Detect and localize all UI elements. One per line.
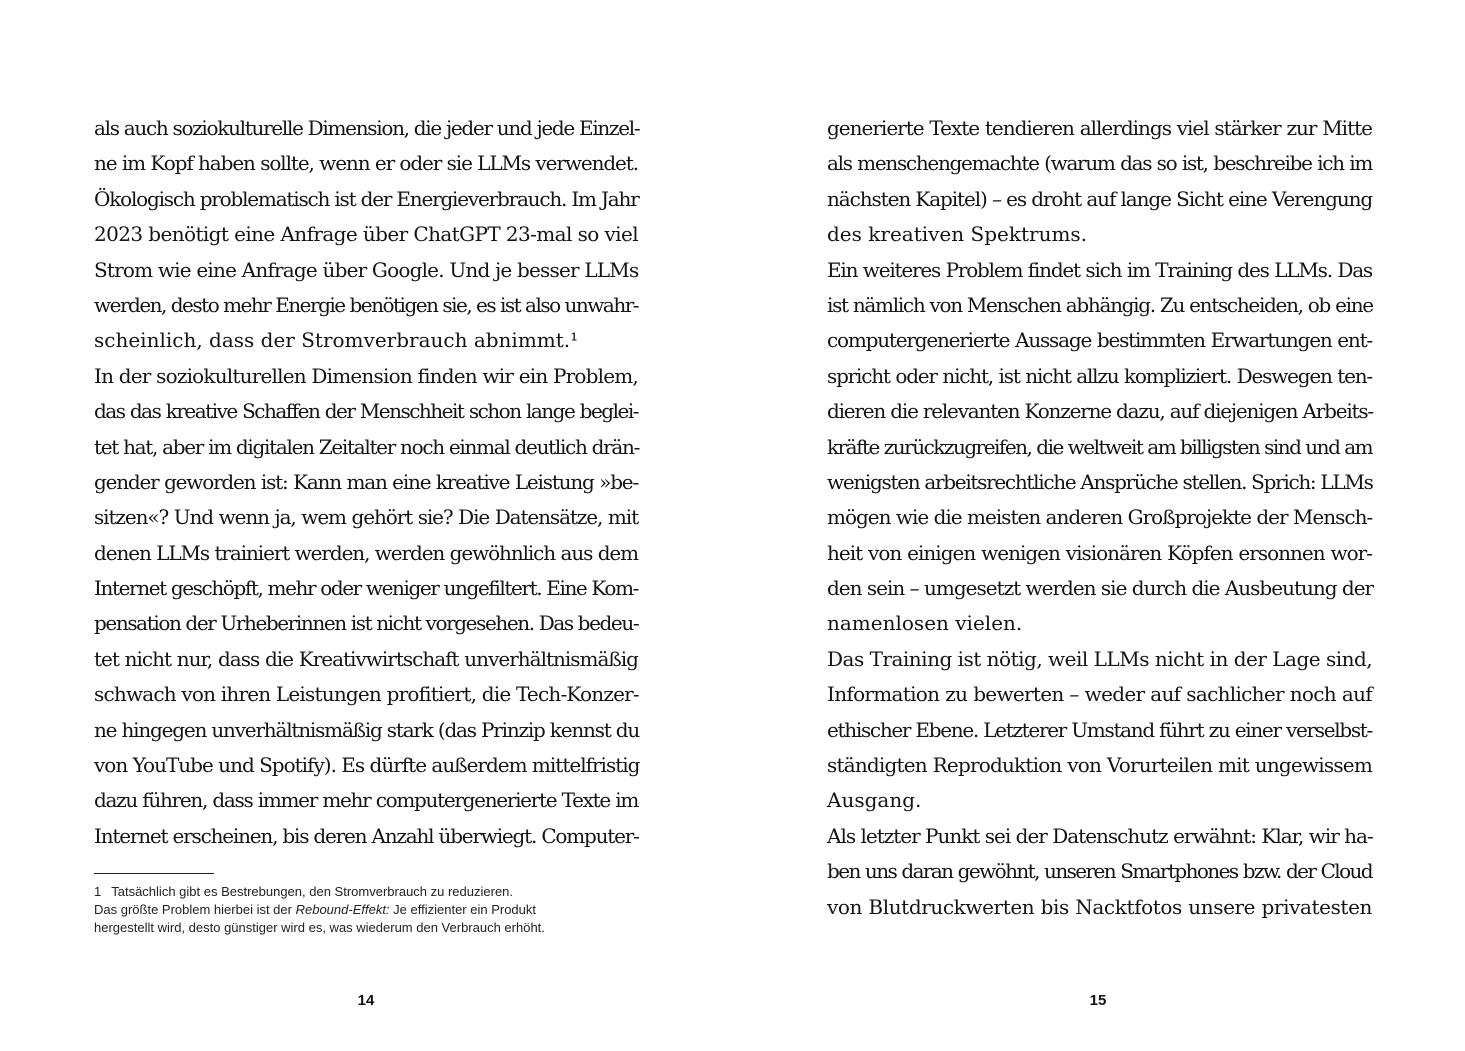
text-line: Das Training ist nötig, weil LLMs nicht in der Lage sind, (827, 646, 1373, 671)
text-line: nächsten Kapitel) – es droht auf lange Sicht eine Verengung (827, 186, 1373, 211)
text-line: scheinlich, dass der Stromverbrauch abnimmt.¹ (94, 328, 579, 353)
text-line: kräfte zurückzugreifen, die weltweit am billigsten sind und am (827, 434, 1373, 459)
text-line: Ökologisch problematisch ist der Energieverbrauch. Im Jahr (94, 186, 639, 211)
text-line: namenlosen vielen. (827, 611, 1023, 636)
text-line: denen LLMs trainiert werden, werden gewöhnlich aus dem (94, 540, 638, 565)
text-line: Ein weiteres Problem findet sich im Training des LLMs. Das (827, 257, 1372, 282)
text-line: heit von einigen wenigen visionären Köpfen ersonnen wor- (827, 540, 1372, 565)
text-line: gender geworden ist: Kann man eine kreative Leistung »be- (94, 469, 638, 494)
footnote-term-italic: Rebound-Effekt: (295, 902, 390, 917)
text-line: Information zu bewerten – weder auf sachlicher noch auf (827, 682, 1372, 707)
text-line: computergenerierte Aussage bestimmten Erwartungen ent- (827, 328, 1372, 353)
footnote-number: 1 (94, 884, 102, 899)
page-number-left: 14 (357, 992, 375, 1009)
footnote-text-2a: Das größte Problem hierbei ist der (94, 902, 296, 917)
text-line: tet hat, aber im digitalen Zeitalter noch einmal deutlich drän- (94, 434, 640, 459)
text-line: In der soziokulturellen Dimension finden wir ein Problem, (94, 363, 638, 388)
right-page (733, 0, 1465, 1051)
text-line: 2023 benötigt eine Anfrage über ChatGPT 23-mal so viel (94, 222, 638, 247)
right-page-body-text (827, 111, 1372, 925)
text-line: ben uns daran gewöhnt, unseren Smartphones bzw. der Cloud (827, 859, 1372, 884)
footnote-line-1 (94, 883, 634, 901)
text-line: tet nicht nur, dass die Kreativwirtschaft unverhältnismäßig (94, 646, 638, 671)
footnote-text-1: Tatsächlich gibt es Bestrebungen, den Stromverbrauch zu reduzieren. (111, 884, 514, 899)
text-line: generierte Texte tendieren allerdings viel stärker zur Mitte (827, 116, 1372, 140)
text-line: dazu führen, dass immer mehr computergenerierte Texte im (94, 788, 638, 813)
text-line: schwach von ihren Leistungen profitiert, die Tech-Konzer- (94, 682, 639, 707)
text-line: des kreativen Spektrums. (827, 222, 1088, 247)
text-line: Internet geschöpft, mehr oder weniger ungefiltert. Eine Kom- (94, 576, 638, 601)
text-line: sitzen«? Und wenn ja, wem gehört sie? Die Datensätze, mit (94, 505, 638, 530)
text-line: dieren die relevanten Konzerne dazu, auf diejenigen Arbeits- (827, 399, 1373, 424)
text-line: werden, desto mehr Energie benötigen sie, es ist also unwahr- (94, 292, 639, 317)
text-line: von YouTube und Spotify). Es dürfte außerdem mittelfristig (94, 753, 640, 778)
text-line: ne im Kopf haben sollte, wenn er oder sie LLMs verwendet. (94, 151, 638, 176)
footnote-text-2b: Je effizienter ein Produkt (389, 902, 536, 917)
text-line: ist nämlich von Menschen abhängig. Zu entscheiden, ob eine (827, 292, 1373, 317)
text-line: ethischer Ebene. Letzterer Umstand führt zu einer verselbst- (827, 717, 1372, 742)
text-line: das das kreative Schaffen der Menschheit schon lange beglei- (94, 399, 638, 424)
text-line: ständigten Reproduktion von Vorurteilen mit ungewissem (827, 753, 1372, 778)
text-line: ne hingegen unverhältnismäßig stark (das Prinzip kennst du (94, 717, 640, 742)
left-page (0, 0, 732, 1051)
text-line: den sein – umgesetzt werden sie durch die Ausbeutung der (827, 576, 1374, 601)
text-line: Internet erscheinen, bis deren Anzahl überwiegt. Computer- (94, 823, 639, 848)
text-line: Ausgang. (827, 788, 922, 813)
footnote-line-3: hergestellt wird, desto günstiger wird es, was wiederum den Verbrauch erhöht. (94, 920, 545, 935)
text-line: Als letzter Punkt sei der Datenschutz erwähnt: Klar, wir ha- (827, 823, 1373, 848)
text-line: pensation der Urheberinnen ist nicht vorgesehen. Das bedeu- (94, 611, 639, 636)
footnote-line-2 (94, 901, 634, 919)
footnote (94, 883, 634, 937)
text-line: als menschengemachte (warum das so ist, beschreibe ich im (827, 151, 1372, 176)
left-page-body-text (94, 111, 638, 854)
text-line: von Blutdruckwerten bis Nacktfotos unsere privatesten (827, 894, 1372, 919)
text-line: als auch soziokulturelle Dimension, die jeder und jede Einzel- (94, 116, 640, 140)
text-line: wenigsten arbeitsrechtliche Ansprüche stellen. Sprich: LLMs (827, 469, 1373, 494)
page-number-right: 15 (1089, 992, 1107, 1009)
text-line: spricht oder nicht, ist nicht allzu kompliziert. Deswegen ten- (827, 363, 1372, 388)
text-line: Strom wie eine Anfrage über Google. Und je besser LLMs (94, 257, 639, 282)
text-line: mögen wie die meisten anderen Großprojekte der Mensch- (827, 505, 1373, 530)
footnote-separator (94, 873, 214, 874)
